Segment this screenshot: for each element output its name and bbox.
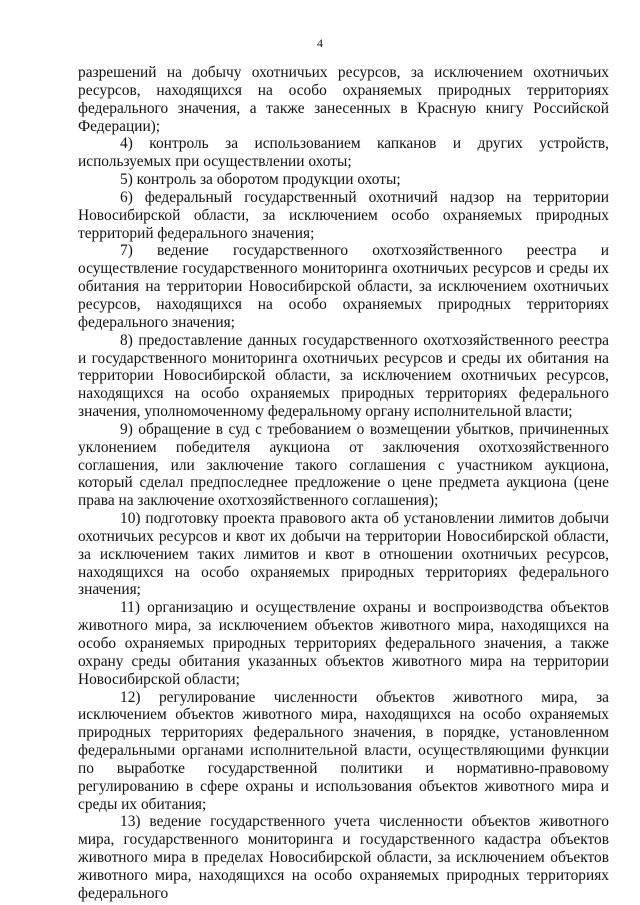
list-item-10: 10) подготовку проекта правового акта об установлении лимитов добычи охотничьих ресурсов и квот их добычи на территории Новосибирской области, за исключением таких лимитов и квот в отношении охотничьих ресурсов, находящихся на особо охраняемых природных территориях федерального значения; [78,510,609,599]
paragraph-continuation: разрешений на добычу охотничьих ресурсов, за исключением охотничьих ресурсов, находящихся на особо охраняемых природных территориях федерального значения, а также занесенных в Красную книгу Российской Федерации); [78,64,609,135]
list-item-4: 4) контроль за использованием капканов и других устройств, используемых при осуществлении охоты; [78,135,609,171]
list-item-8: 8) предоставление данных государственного охотхозяйственного реестра и государственного мониторинга охотничьих ресурсов и среды их обитания на территории Новосибирской области, за исключением охотничьих ресурсов, находящихся на особо охраняемых природных территориях федерального значения, уполномоченному федеральному органу исполнительной власти; [78,331,609,421]
list-item-11: 11) организацию и осуществление охраны и воспроизводства объектов животного мира, за исключением объектов животного мира, находящихся на особо охраняемых природных территориях федерального значения, а также охрану среды обитания указанных объектов животного мира на территории Новосибирской области; [78,599,609,688]
document-body [78,64,609,903]
list-item-6: 6) федеральный государственный охотничий надзор на территории Новосибирской области, за исключением особо охраняемых природных территорий федерального значения; [78,188,609,242]
list-item-7: 7) ведение государственного охотхозяйственного реестра и осуществление государственного мониторинга охотничьих ресурсов и среды их обитания на территории Новосибирской области, за исключением охотничьих ресурсов, находящихся на особо охраняемых природных территориях федерального значения; [78,242,609,331]
list-item-13: 13) ведение государственного учета численности объектов животного мира, государственного мониторинга и государственного кадастра объектов животного мира в пределах Новосибирской области, за исключением объектов животного мира, находящихся на особо охраняемых природных территориях федерального [78,813,609,902]
list-item-5: 5) контроль за оборотом продукции охоты; [120,171,401,189]
page-number: 4 [317,36,323,50]
list-item-9: 9) обращение в суд с требованием о возмещении убытков, причиненных уклонением победителя аукциона от заключения охотхозяйственного соглашения, или заключение такого соглашения с участником аукциона, который сделал предпоследнее предложение о цене предмета аукциона (цене права на заключение охотхозяйственного соглашения); [78,420,609,510]
list-item-12: 12) регулирование численности объектов животного мира, за исключением объектов животного мира, находящихся на особо охраняемых природных территориях федерального значения, в порядке, установленном федеральными органами исполнительной власти, осуществляющими функции по выработке государственной политики и нормативно-правовому регулированию в сфере охраны и использования объектов животного мира и среды их обитания; [78,688,609,813]
